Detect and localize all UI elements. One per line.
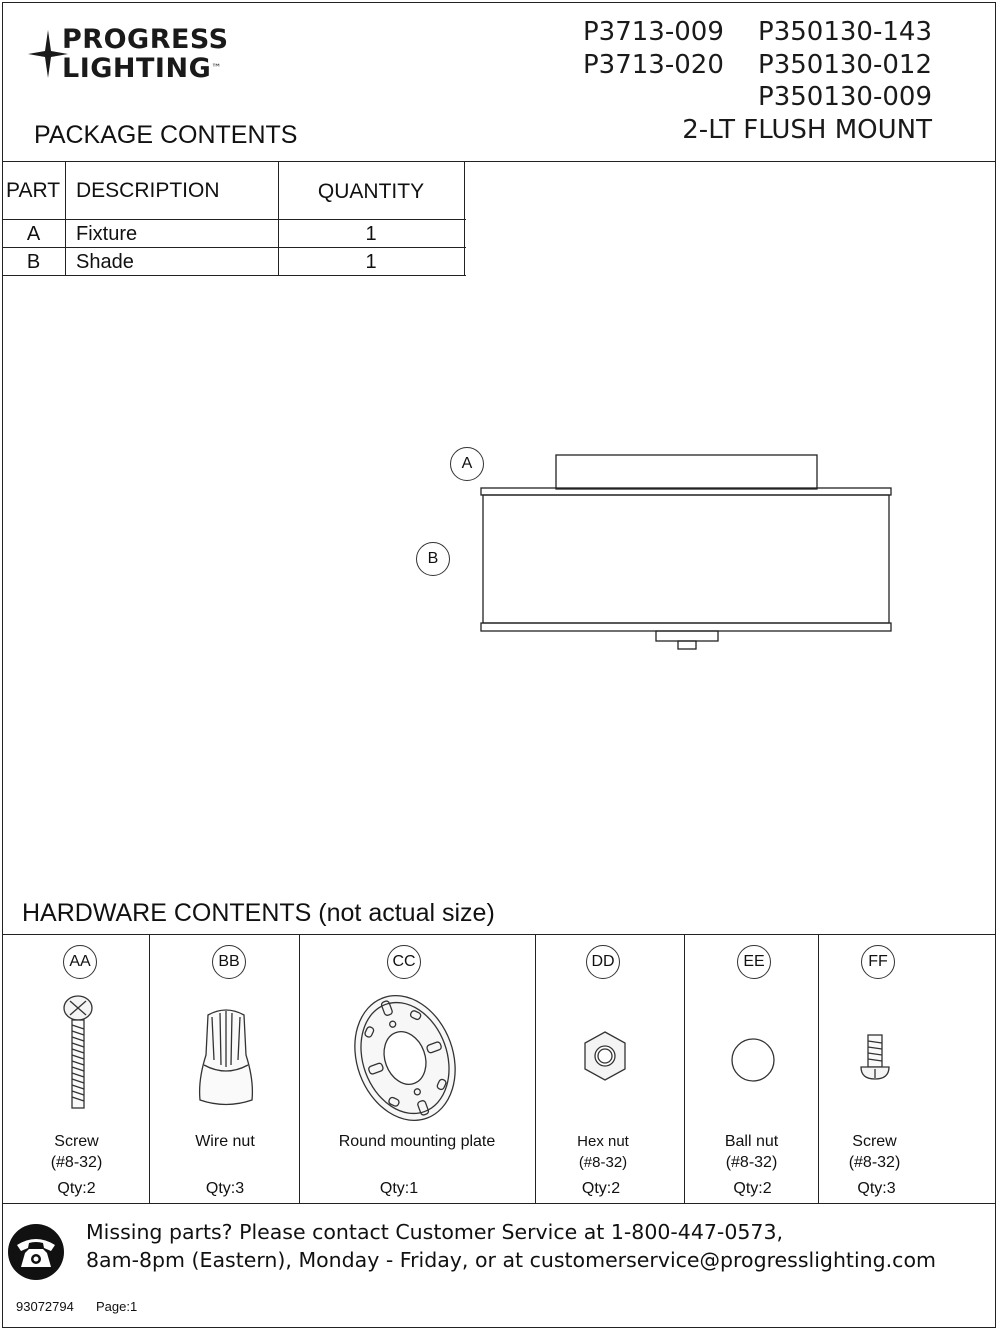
model-number: P3713-009 — [583, 17, 724, 47]
header-part: PART — [6, 179, 61, 202]
hardware-code-dd: DD — [586, 945, 620, 979]
hardware-qty-aa: Qty:2 — [57, 1180, 96, 1197]
row-b-quantity: 1 — [365, 251, 377, 273]
shade-drum — [483, 495, 889, 623]
mounting-plate-icon — [345, 988, 465, 1128]
hex-nut-icon — [581, 1030, 629, 1082]
hardware-code-aa: AA — [63, 945, 97, 979]
hardware-code-bb: BB — [212, 945, 246, 979]
hardware-spec: (#8-32) — [725, 1154, 778, 1171]
customer-service-text — [86, 1218, 936, 1274]
small-screw-icon — [860, 1033, 890, 1083]
model-number: P350130-143 — [758, 17, 932, 47]
model-number: P3713-020 — [583, 49, 724, 80]
hardware-qty-bb: Qty:3 — [205, 1180, 245, 1197]
hardware-name-bb — [151, 1131, 299, 1152]
phone-icon — [7, 1223, 65, 1281]
hardware-qty-cc: Qty:1 — [379, 1180, 419, 1197]
hardware-name: Screw — [852, 1133, 897, 1150]
footer-line-1: Missing parts? Please contact Customer Service at 1-800-447-0573, — [86, 1220, 784, 1244]
hardware-code-ee: EE — [737, 945, 771, 979]
hardware-qty-dd: Qty:2 — [581, 1180, 621, 1197]
row-b-part: B — [26, 251, 41, 273]
footer-line-2: 8am-8pm (Eastern), Monday - Friday, or at customerservice@progresslighting.com — [86, 1248, 936, 1272]
hardware-name-ee — [685, 1131, 818, 1173]
hardware-name-dd — [536, 1131, 670, 1173]
fixture-canopy — [556, 455, 817, 489]
wire-nut-icon — [194, 1005, 258, 1110]
hardware-name-ff — [818, 1131, 931, 1173]
trademark: ™ — [211, 63, 222, 74]
fixture-diagram — [470, 450, 900, 655]
hardware-name: Round mounting plate — [338, 1133, 496, 1150]
hardware-name-cc — [299, 1131, 535, 1152]
brand-line-2 — [62, 55, 222, 82]
row-a-quantity: 1 — [365, 223, 377, 245]
hardware-code-cc: CC — [387, 945, 421, 979]
package-contents-title: PACKAGE CONTENTS — [34, 121, 298, 149]
ball-nut-icon — [730, 1037, 776, 1083]
document-number: 93072794 — [16, 1299, 74, 1314]
page-number: Page:1 — [96, 1299, 138, 1314]
hardware-name: Screw — [54, 1133, 99, 1150]
callout-b: B — [416, 542, 450, 576]
brand-lighting: LIGHTING — [62, 53, 212, 84]
hardware-code-ff: FF — [861, 945, 895, 979]
package-table — [2, 161, 466, 276]
header-quantity: QUANTITY — [317, 180, 425, 203]
brand-line-1: PROGRESS — [62, 24, 229, 55]
hardware-spec: (#8-32) — [578, 1154, 628, 1171]
screw-icon — [58, 995, 98, 1115]
model-number: P350130-009 — [758, 82, 932, 112]
hardware-name: Ball nut — [724, 1133, 779, 1150]
model-number: P350130-012 — [758, 49, 932, 80]
row-b-description: Shade — [76, 251, 134, 273]
row-a-part: A — [26, 223, 41, 245]
hardware-spec: (#8-32) — [50, 1154, 103, 1171]
hardware-spec: (#8-32) — [848, 1154, 901, 1171]
hardware-name: Hex nut — [577, 1133, 629, 1150]
hardware-contents-title: HARDWARE CONTENTS (not actual size) — [22, 899, 495, 927]
hardware-qty-ee: Qty:2 — [733, 1180, 772, 1197]
header-description: DESCRIPTION — [76, 179, 220, 202]
model-list-right — [682, 16, 932, 146]
hardware-qty-ff: Qty:3 — [857, 1180, 896, 1197]
product-name: 2-LT FLUSH MOUNT — [682, 114, 932, 145]
callout-a: A — [450, 447, 484, 481]
row-a-description: Fixture — [76, 223, 138, 245]
hardware-name-aa — [2, 1131, 151, 1173]
hardware-name: Wire nut — [195, 1133, 255, 1150]
